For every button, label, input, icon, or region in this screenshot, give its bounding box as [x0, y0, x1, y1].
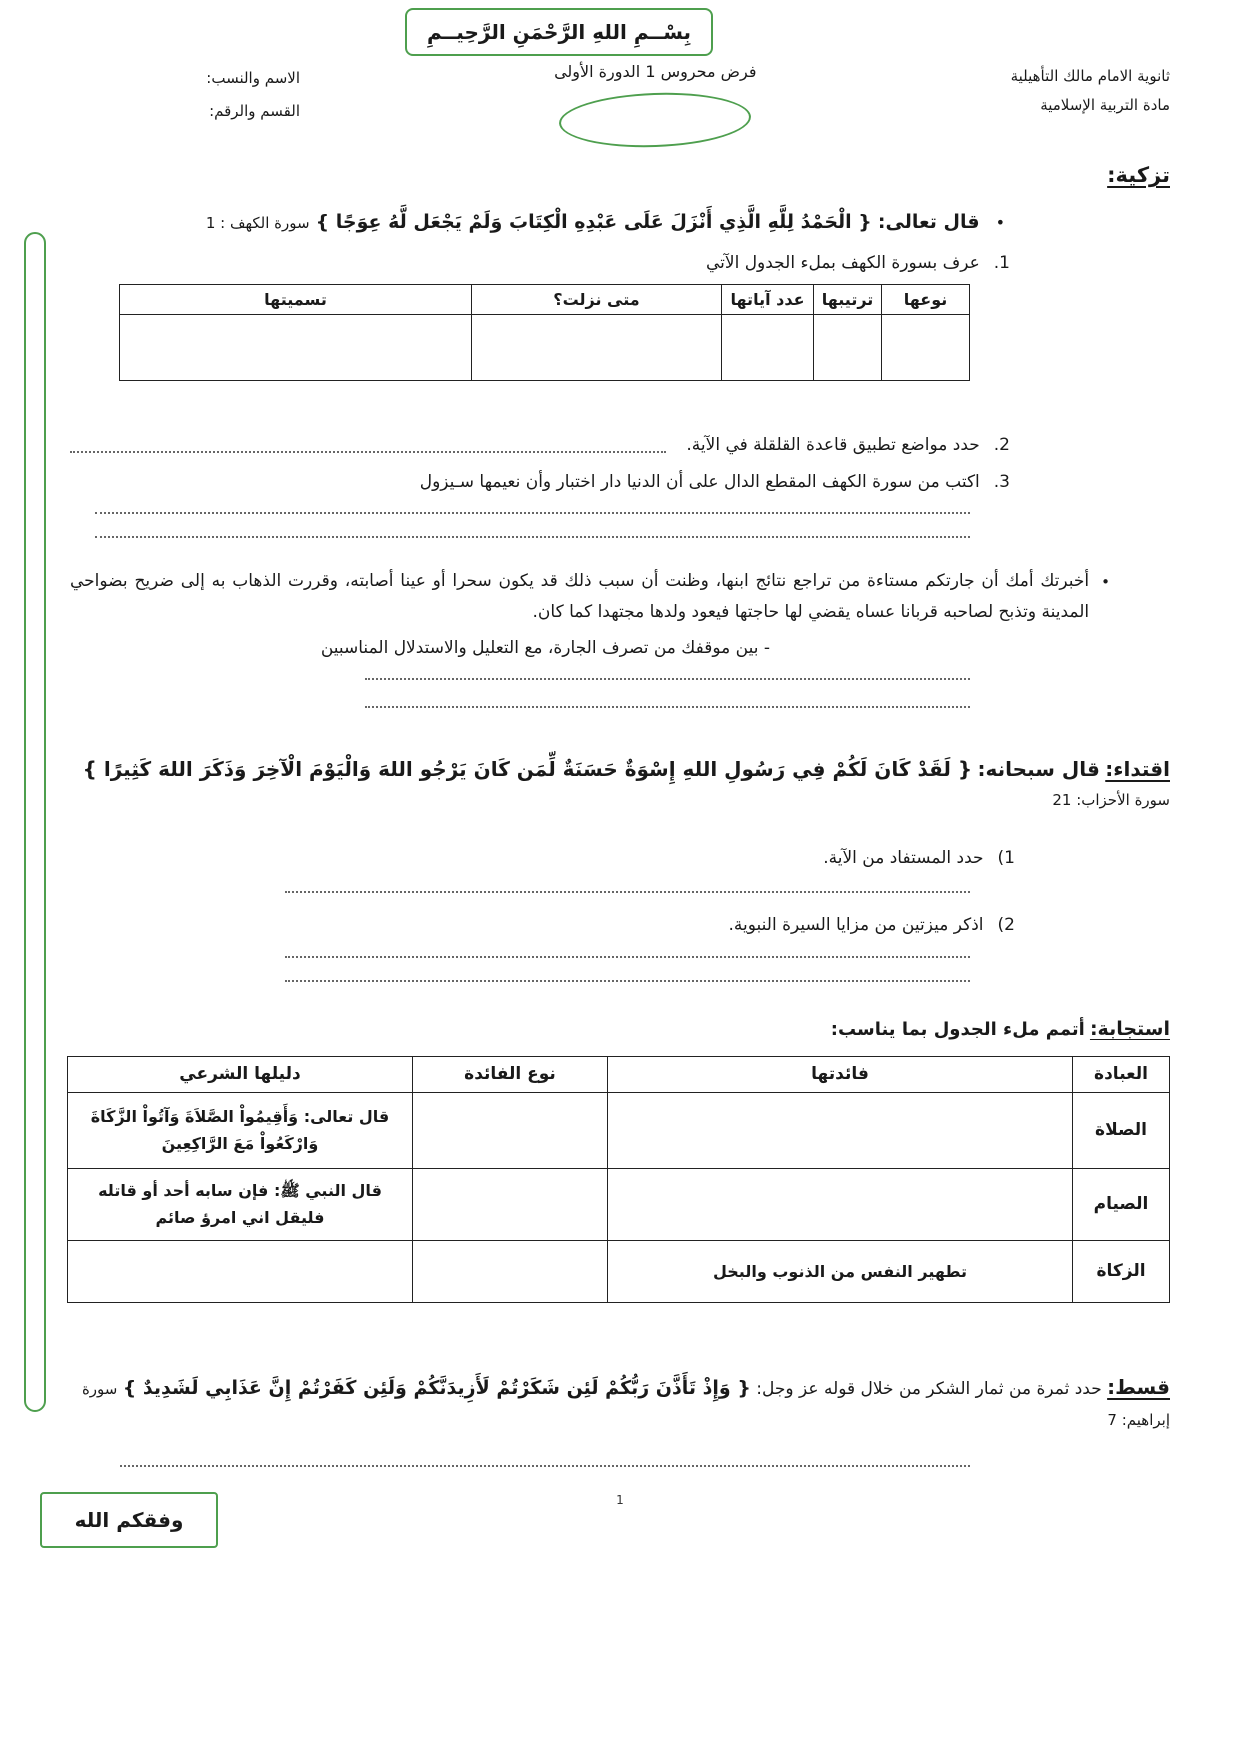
- evidence-cell: [68, 1240, 413, 1302]
- qist-question-text: حدد ثمرة من ثمار الشكر من خلال قوله عز وجل:: [756, 1378, 1102, 1399]
- answer-line: [365, 706, 970, 708]
- verse-reference: سورة إبراهيم: 7: [81, 1379, 1170, 1429]
- answer-line: [70, 433, 666, 453]
- bismillah-text: بِسْــمِ اللهِ الرَّحْمَنِ الرَّحِيــمِ: [426, 20, 692, 44]
- question-number: 3.: [993, 471, 1010, 492]
- bullet-icon: •: [1101, 573, 1110, 592]
- worship-cell: الزكاة: [1073, 1240, 1170, 1302]
- table-header-row: [120, 285, 970, 315]
- answer-line: [285, 956, 970, 958]
- question-3: [70, 470, 1010, 495]
- question-number: 1.: [993, 253, 1010, 274]
- verse-reference: سورة الكهف : 1: [205, 214, 310, 232]
- worship-table: [67, 1056, 1170, 1303]
- section-istijaba-subtitle: أتمم ملء الجدول بما يناسب:: [830, 1018, 1085, 1040]
- column-header-benefit: فائدتها: [608, 1056, 1073, 1092]
- benefit-cell: تطهير النفس من الذنوب والبخل: [608, 1240, 1073, 1302]
- worship-cell: الصيام: [1073, 1168, 1170, 1240]
- answer-line: [120, 1465, 970, 1467]
- question-text: عرف بسورة الكهف بملء الجدول الآتي: [705, 253, 980, 274]
- table-row: [68, 1168, 1170, 1240]
- question-text: اذكر ميزتين من مزايا السيرة النبوية.: [728, 915, 984, 936]
- iqtidaa-question-1: [70, 846, 1015, 871]
- section-istijaba-title: استجابة:: [1089, 1017, 1170, 1040]
- answer-cell: [882, 315, 970, 381]
- verse-quran-text: { لَقَدْ كَانَ لَكُمْ فِي رَسُولِ اللهِ إِسْوَةٌ حَسَنَةٌ لِّمَن كَانَ يَرْجُو اللهَ وَالْيَوْمَ الْآخِرَ وَذَكَرَ اللهَ كَثِيرًا }: [82, 756, 973, 781]
- answer-line: [95, 536, 970, 538]
- column-header-benefit-type: نوع الفائدة: [413, 1056, 608, 1092]
- benefit-cell: [608, 1092, 1073, 1168]
- answer-line: [95, 512, 970, 514]
- column-header-evidence: دليلها الشرعي: [68, 1056, 413, 1092]
- student-class-label: القسم والرقم:: [209, 102, 300, 120]
- exam-content: [70, 163, 1170, 1507]
- column-header-order: ترتيبها: [814, 285, 882, 315]
- student-name-label: الاسم والنسب:: [206, 69, 300, 87]
- surah-info-table: [119, 284, 970, 381]
- answer-cell: [472, 315, 722, 381]
- verse-intro: قال تعالى:: [877, 211, 980, 233]
- question-text: حدد مواضع تطبيق قاعدة القلقلة في الآية.: [686, 435, 980, 456]
- dash-mark: -: [763, 637, 770, 658]
- exam-title: فرض محروس 1 الدورة الأولى: [554, 62, 757, 81]
- benefit-type-cell: [413, 1092, 608, 1168]
- question-number: 2): [997, 915, 1015, 936]
- question-1: [70, 251, 1010, 276]
- answer-line: [285, 891, 970, 893]
- scenario-question-text: بين موقفك من تصرف الجارة، مع التعليل والاستدلال المناسبين: [320, 637, 759, 658]
- exam-title-block: [554, 62, 756, 147]
- answer-cell: [814, 315, 882, 381]
- section-iqtidaa-line: [70, 752, 1170, 815]
- answer-line: [365, 678, 970, 680]
- benefit-cell: [608, 1168, 1073, 1240]
- evidence-cell: قال تعالى: وَأَقِيمُواْ الصَّلاَةَ وَآتُواْ الزَّكَاةَ وَارْكَعُواْ مَعَ الرَّاكِعِينَ: [68, 1092, 413, 1168]
- section-qist-line: [70, 1369, 1170, 1436]
- scenario-question: [70, 638, 770, 658]
- column-header-verses-count: عدد آياتها: [722, 285, 814, 315]
- question-number: 2.: [993, 435, 1010, 456]
- section-qist-title: قسط:: [1107, 1374, 1170, 1399]
- student-block: [70, 62, 300, 128]
- question-text: اكتب من سورة الكهف المقطع الدال على أن الدنيا دار اختبار وأن نعيمها سـيزول: [419, 471, 980, 492]
- column-header-revealed-when: متى نزلت؟: [472, 285, 722, 315]
- page-number: 1: [616, 1493, 624, 1508]
- blessing-box: [40, 1492, 218, 1548]
- bismillah-box: [405, 8, 713, 56]
- grade-ellipse: [558, 90, 752, 151]
- column-header-naming: تسميتها: [120, 285, 472, 315]
- bullet-icon: •: [995, 213, 1005, 232]
- school-name: ثانوية الامام مالك التأهيلية: [1010, 67, 1170, 85]
- section-istijaba-heading: [70, 1018, 1170, 1040]
- answer-line: [285, 980, 970, 982]
- section-tazkiya-title: تزكية:: [1107, 163, 1170, 187]
- table-answer-row: [120, 315, 970, 381]
- scenario-paragraph: [70, 566, 1110, 627]
- table-row: [68, 1240, 1170, 1302]
- tazkiya-verse-line: [70, 207, 1005, 237]
- question-2: [70, 433, 1010, 458]
- iqtidaa-question-2: [70, 913, 1015, 938]
- column-header-worship: العبادة: [1073, 1056, 1170, 1092]
- margin-rule: [24, 232, 46, 1412]
- benefit-type-cell: [413, 1168, 608, 1240]
- worship-cell: الصلاة: [1073, 1092, 1170, 1168]
- column-header-type: نوعها: [882, 285, 970, 315]
- scenario-text: أخبرتك أمك أن جارتكم مستاءة من تراجع نتائج ابنها، وظنت أن سبب ذلك قد يكون سحرا أو عينا أصابته، وقررت الذهاب به إلى ضريح بضواحي المدينة وتذبح لصاحبه قربانا عساه يقضي لها حاجتها فيعود ولدها مجتهدا كما كان.: [70, 571, 1090, 622]
- page-header: [70, 62, 1170, 147]
- verse-reference: سورة الأحزاب: 21: [1052, 790, 1170, 809]
- table-row: [68, 1092, 1170, 1168]
- answer-cell: [722, 315, 814, 381]
- question-number: 1): [997, 848, 1015, 869]
- verse-intro: قال سبحانه:: [977, 756, 1100, 781]
- section-iqtidaa-title: اقتداء:: [1105, 756, 1170, 781]
- benefit-type-cell: [413, 1240, 608, 1302]
- question-text: حدد المستفاد من الآية.: [823, 848, 984, 869]
- verse-quran-text: { الْحَمْدُ لِلَّهِ الَّذِي أَنْزَلَ عَلَى عَبْدِهِ الْكِتَابَ وَلَمْ يَجْعَل لَّهُ عِوَجًا }: [315, 211, 872, 233]
- answer-cell: [120, 315, 472, 381]
- school-block: [1011, 62, 1170, 119]
- blessing-text: وفقكم الله: [74, 1508, 184, 1532]
- verse-quran-text: { وَإِذْ تَأَذَّنَ رَبُّكُمْ لَئِن شَكَرْتُمْ لَأَزِيدَنَّكُمْ وَلَئِن كَفَرْتُمْ إِنَّ عَذَابِي لَشَدِيدٌ }: [122, 1376, 751, 1399]
- subject-name: مادة التربية الإسلامية: [1040, 95, 1170, 114]
- table-header-row: [68, 1056, 1170, 1092]
- evidence-cell: قال النبي ﷺ: فإن سابه أحد أو قاتله فليقل اني امرؤ صائم: [68, 1168, 413, 1240]
